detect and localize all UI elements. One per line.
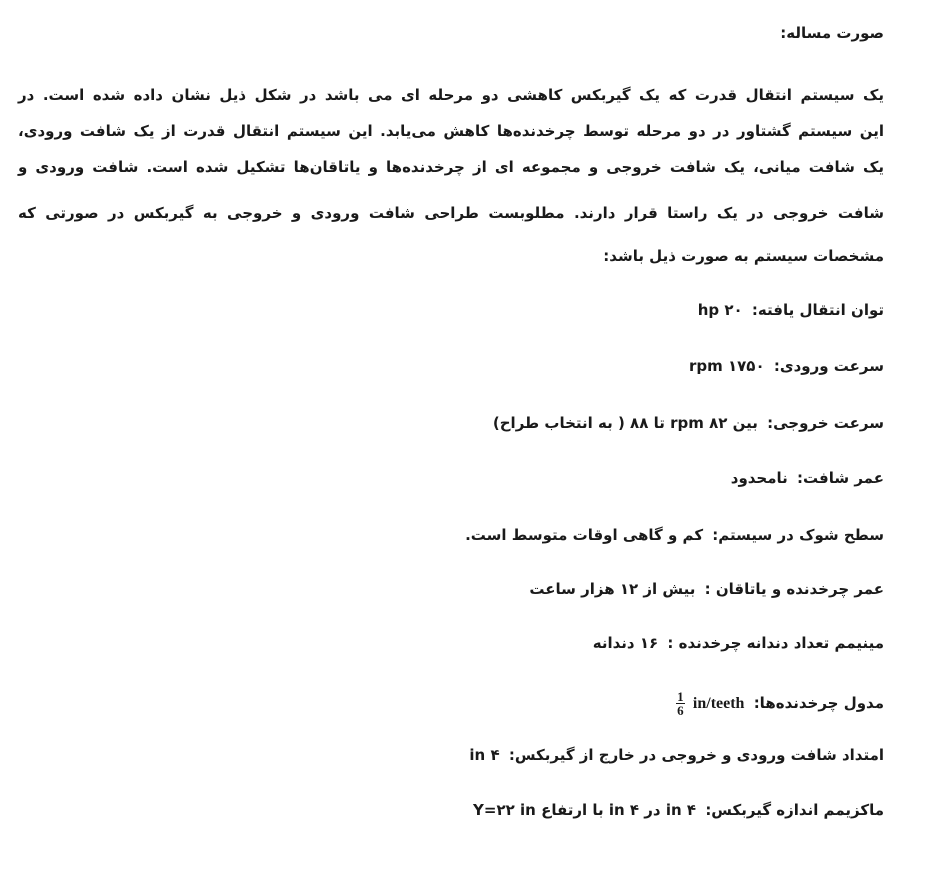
spec-gear-bearing-life xyxy=(529,579,884,599)
fraction-denominator: 6 xyxy=(677,703,684,718)
spec-shaft-life xyxy=(731,468,884,488)
spec-output-speed-value: بین ۸۲ rpm تا ۸۸ ( به انتخاب طراح) xyxy=(492,414,758,432)
spec-gear-bearing-life-value: بیش از ۱۲ هزار ساعت xyxy=(529,580,696,598)
spec-module xyxy=(673,690,884,717)
spec-min-teeth xyxy=(593,633,884,653)
spec-power-label: توان انتقال یافته: xyxy=(751,301,884,319)
spec-min-teeth-label: مینیمم تعداد دندانه چرخدنده : xyxy=(667,634,884,652)
spec-max-size-label: ماکزیمم اندازه گیربکس: xyxy=(705,801,884,819)
problem-heading: صورت مساله: xyxy=(780,24,884,42)
spec-output-speed-label: سرعت خروجی: xyxy=(767,414,884,432)
spec-input-speed xyxy=(689,356,884,376)
spec-shock-level-label: سطح شوک در سیستم: xyxy=(712,526,884,544)
spec-max-size-value: ۴ in در ۴ in با ارتفاع Y=۲۲ in xyxy=(473,801,697,819)
spec-module-fraction xyxy=(676,690,685,717)
fraction-numerator: 1 xyxy=(677,689,684,704)
paragraph-line-3: یک شافت میانی، یک شافت خروجی و مجموعه ای از چرخدنده‌ها و یاتاقان‌ها تشکیل شده است. شافت ورودی و xyxy=(18,158,884,176)
spec-shaft-extension-label: امتداد شافت ورودی و خروجی در خارج از گیربکس: xyxy=(508,746,884,764)
spec-power xyxy=(698,300,884,320)
spec-input-speed-value: ۱۷۵۰ rpm xyxy=(688,357,765,375)
spec-gear-bearing-life-label: عمر چرخدنده و یاتاقان : xyxy=(704,580,884,598)
spec-shaft-life-label: عمر شافت: xyxy=(797,469,884,487)
paragraph-line-4: شافت خروجی در یک راستا قرار دارند. مطلوبست طراحی شافت ورودی و خروجی به گیربکس در صورتی که xyxy=(18,204,884,222)
document-page xyxy=(18,0,884,879)
spec-min-teeth-value: ۱۶ دندانه xyxy=(592,634,659,652)
paragraph-line-2: این سیستم گشتاور در دو مرحله توسط چرخدنده‌ها کاهش می‌یابد. این سیستم انتقال قدرت از یک شافت ورودی، xyxy=(18,122,884,140)
spec-module-value xyxy=(673,689,745,718)
spec-shock-level-value: کم و گاهی اوقات متوسط است. xyxy=(465,526,704,544)
spec-input-speed-label: سرعت ورودی: xyxy=(773,357,884,375)
spec-shaft-extension xyxy=(469,745,884,765)
spec-shock-level xyxy=(465,525,884,545)
spec-module-label: مدول چرخدنده‌ها: xyxy=(753,694,884,712)
spec-shaft-extension-value: ۴ in xyxy=(469,746,500,764)
paragraph-line-5: مشخصات سیستم به صورت ذیل باشد: xyxy=(603,247,884,265)
spec-max-size xyxy=(473,800,884,820)
spec-power-value: ۲۰ hp xyxy=(697,301,743,319)
spec-module-unit: in/teeth xyxy=(692,695,745,712)
spec-shaft-life-value: نامحدود xyxy=(730,469,788,487)
spec-output-speed xyxy=(493,413,884,433)
paragraph-line-1: یک سیستم انتقال قدرت که یک گیربکس کاهشی دو مرحله ای می باشد در شکل ذیل نشان داده شده است. در xyxy=(18,86,884,104)
